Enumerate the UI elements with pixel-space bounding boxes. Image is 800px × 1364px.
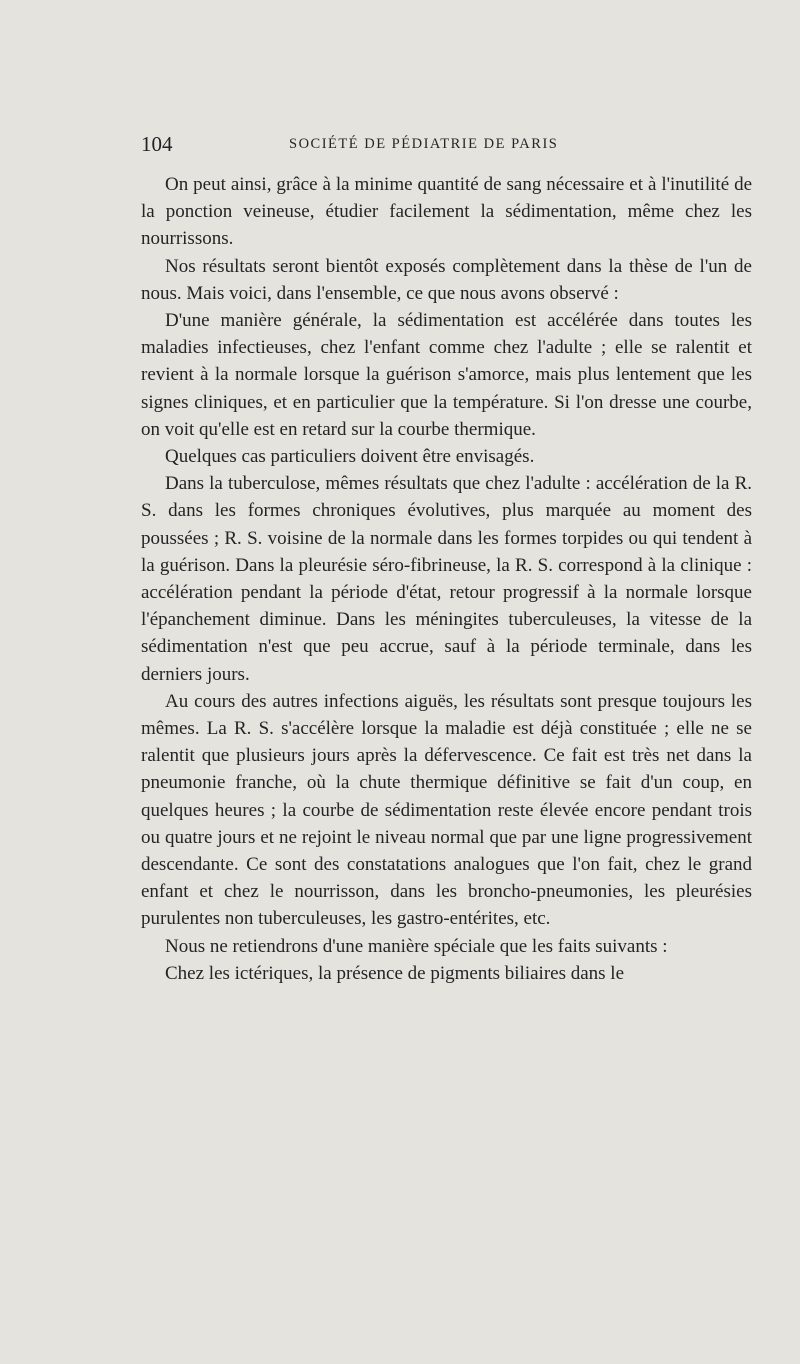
paragraph: Dans la tuberculose, mêmes résultats que chez l'adulte : accélération de la R. S. dans les formes chroniques évolutives, plus marquée au moment des poussées ; R. S. voisine de la normale dans les formes torpides ou qui tendent à la guérison. Dans la pleurésie séro-fibrineuse, la R. S. correspond à la clinique : accélération pendant la période d'état, retour progressif à la normale lorsque l'épanchement diminue. Dans les méningites tuberculeuses, la vitesse de la sédimentation n'est que peu accrue, sauf à la période terminale, dans les derniers jours. [141, 473, 752, 685]
paragraph: D'une manière générale, la sédimentation est accélérée dans toutes les maladies infectieuses, chez l'enfant comme chez l'adulte ; elle se ralentit et revient à la normale lorsque la guérison s'amorce, mais plus lentement que les signes cliniques, et en particulier que la température. Si l'on dresse une courbe, on voit qu'elle est en retard sur la courbe thermique. [141, 310, 752, 440]
page-header [141, 132, 751, 156]
paragraph: Nos résultats seront bientôt exposés complètement dans la thèse de l'un de nous. Mais voici, dans l'ensemble, ce que nous avons observé : [141, 255, 752, 304]
paragraph: Au cours des autres infections aiguës, les résultats sont presque toujours les mêmes. La R. S. s'accélère lorsque la maladie est déjà constituée ; elle ne se ralentit que plusieurs jours après la défervescence. Ce fait est très net dans la pneumonie franche, où la chute thermique définitive se fait d'un coup, en quelques heures ; la courbe de sédimentation reste élevée encore pendant trois ou quatre jours et ne rejoint le niveau normal que par une ligne progressivement descendante. Ce sont des constatations analogues que l'on fait, chez le grand enfant et chez le nourrisson, dans les broncho-pneumonies, les pleurésies purulentes non tuberculeuses, les gastro-entérites, etc. [141, 690, 752, 930]
paragraph: Chez les ictériques, la présence de pigments biliaires dans le [165, 962, 625, 984]
body-text [141, 171, 752, 987]
running-title: SOCIÉTÉ DE PÉDIATRIE DE PARIS [289, 136, 559, 152]
paragraph: Quelques cas particuliers doivent être envisagés. [165, 446, 535, 468]
paragraph: On peut ainsi, grâce à la minime quantité de sang nécessaire et à l'inutilité de la ponction veineuse, étudier facilement la sédimentation, même chez les nourrissons. [141, 174, 752, 250]
paragraph: Nous ne retiendrons d'une manière spéciale que les faits suivants : [165, 935, 668, 957]
page-number: 104 [141, 132, 173, 156]
